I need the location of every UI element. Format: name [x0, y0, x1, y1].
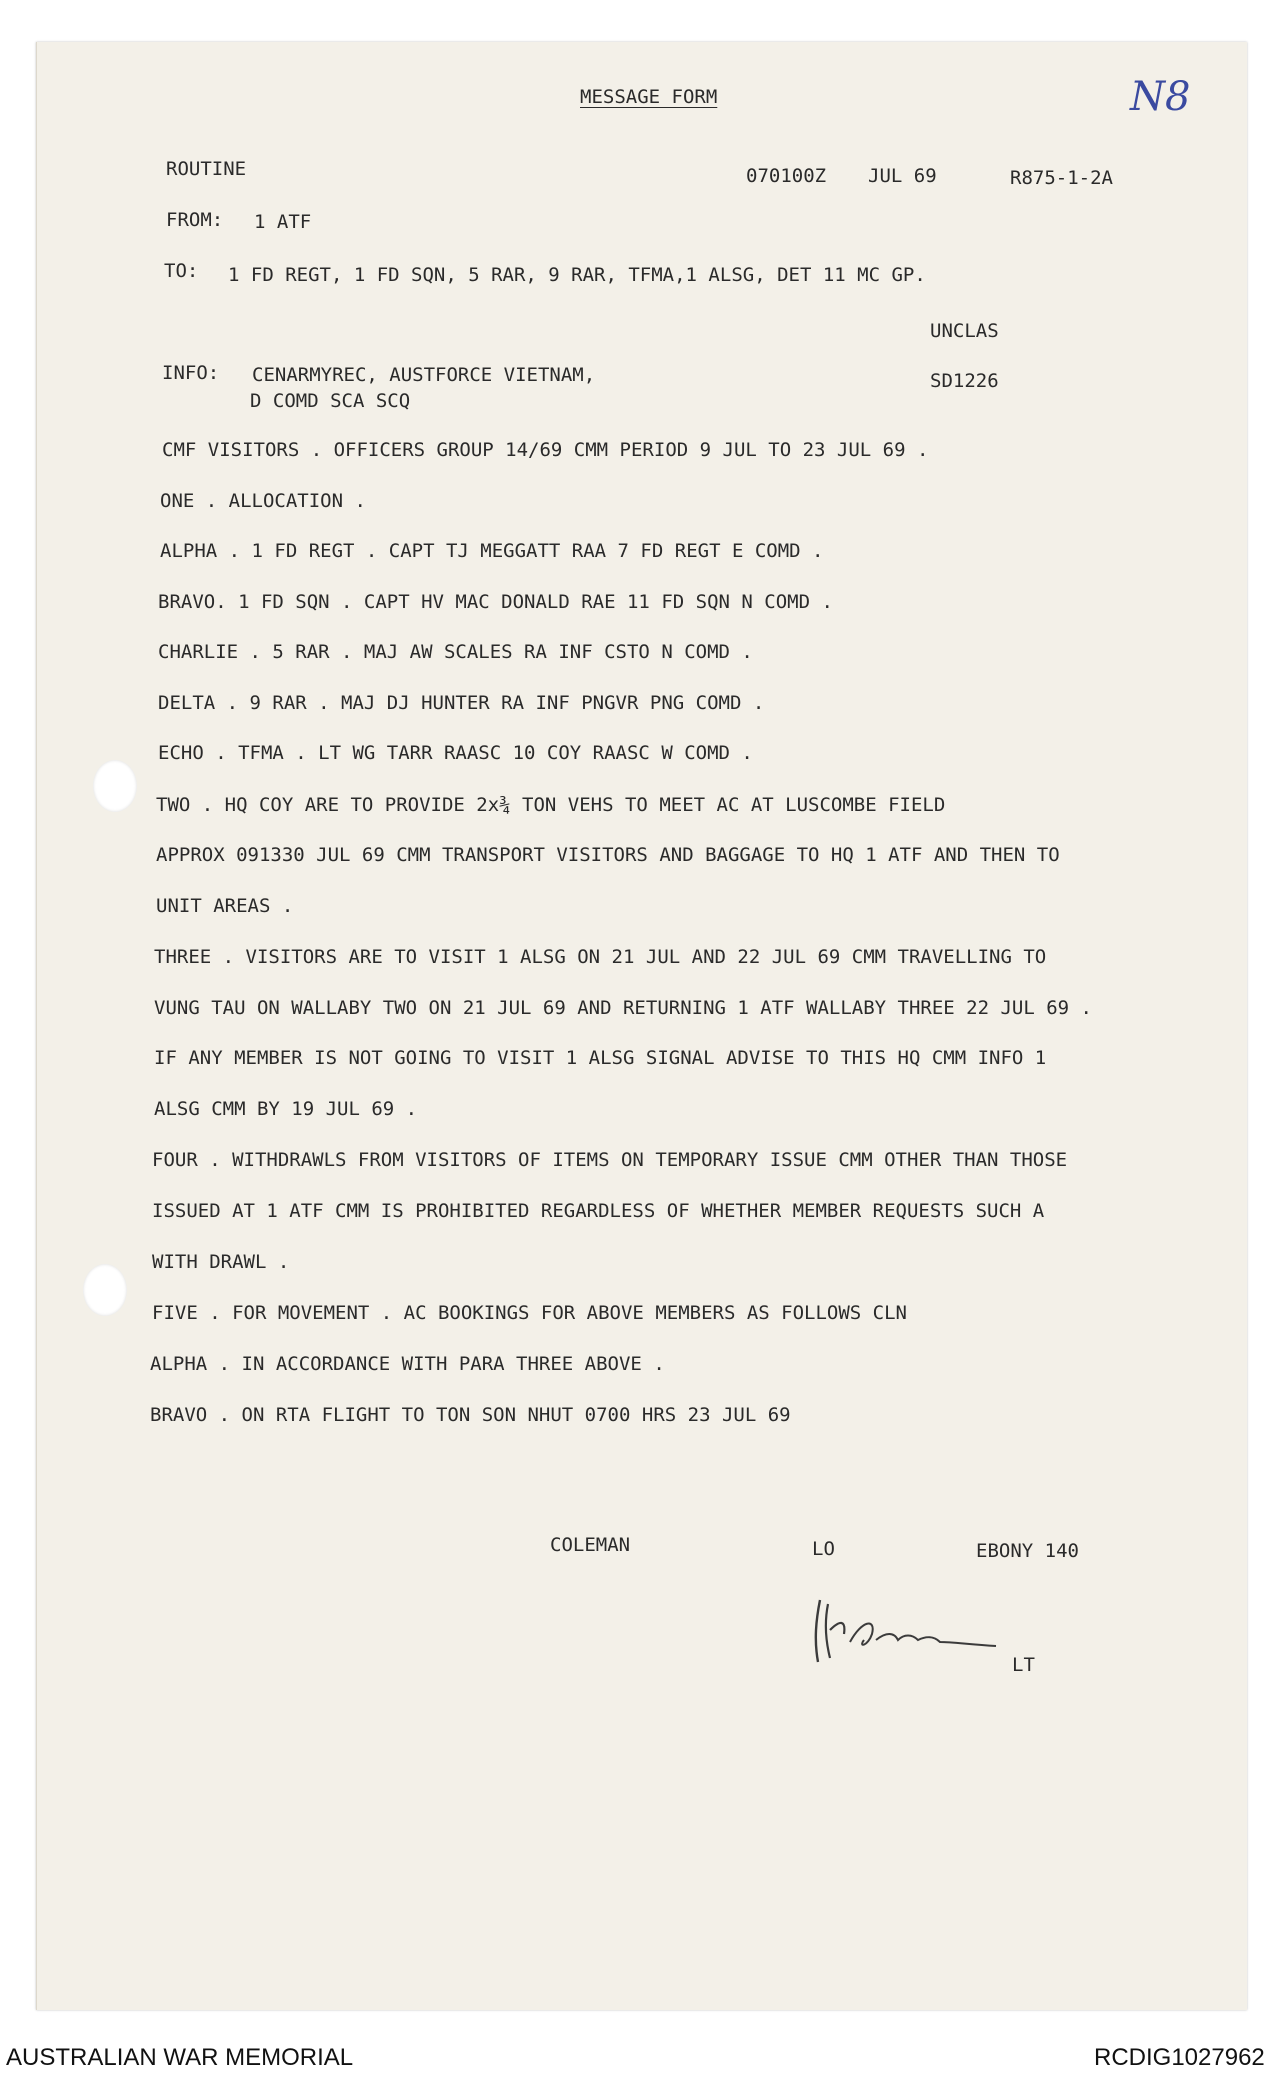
body-line: ALSG CMM BY 19 JUL 69 . — [154, 1098, 418, 1120]
body-line: CMF VISITORS . OFFICERS GROUP 14/69 CMM PERIOD 9 JUL TO 23 JUL 69 . — [162, 439, 929, 461]
file-reference: R875-1-2A — [1010, 167, 1113, 189]
info-line-1: CENARMYREC, AUSTFORCE VIETNAM, — [252, 364, 596, 386]
month-year: JUL 69 — [868, 165, 937, 187]
message-form-page — [36, 42, 1247, 2010]
signature-handwritten — [806, 1590, 1006, 1670]
originator-phone: EBONY 140 — [976, 1540, 1079, 1562]
body-line: BRAVO . ON RTA FLIGHT TO TON SON NHUT 0700 HRS 23 JUL 69 — [150, 1404, 791, 1426]
body-line: ECHO . TFMA . LT WG TARR RAASC 10 COY RAASC W COMD . — [158, 742, 753, 764]
body-line: FOUR . WITHDRAWLS FROM VISITORS OF ITEMS ON TEMPORARY ISSUE CMM OTHER THAN THOSE — [152, 1149, 1068, 1171]
body-line: FIVE . FOR MOVEMENT . AC BOOKINGS FOR ABOVE MEMBERS AS FOLLOWS CLN — [152, 1302, 907, 1324]
serial-number: SD1226 — [930, 370, 999, 392]
body-line: IF ANY MEMBER IS NOT GOING TO VISIT 1 ALSG SIGNAL ADVISE TO THIS HQ CMM INFO 1 — [154, 1047, 1047, 1069]
precedence: ROUTINE — [166, 158, 247, 180]
body-line: TWO . HQ COY ARE TO PROVIDE 2x¾ TON VEHS TO MEET AC AT LUSCOMBE FIELD — [156, 794, 946, 816]
body-line: WITH DRAWL . — [152, 1251, 290, 1273]
info-label: INFO: — [162, 362, 220, 384]
body-line: ALPHA . IN ACCORDANCE WITH PARA THREE ABOVE . — [150, 1353, 665, 1375]
body-line: DELTA . 9 RAR . MAJ DJ HUNTER RA INF PNGVR PNG COMD . — [158, 692, 765, 714]
body-line: BRAVO. 1 FD SQN . CAPT HV MAC DONALD RAE 11 FD SQN N COMD . — [158, 591, 833, 613]
form-title: MESSAGE FORM — [580, 86, 718, 108]
to-label: TO: — [164, 260, 199, 282]
body-line: ALPHA . 1 FD REGT . CAPT TJ MEGGATT RAA 7 FD REGT E COMD . — [160, 540, 824, 562]
punch-hole-upper — [93, 760, 137, 812]
body-line: ONE . ALLOCATION . — [160, 490, 366, 512]
to-value: 1 FD REGT, 1 FD SQN, 5 RAR, 9 RAR, TFMA,1 ALSG, DET 11 MC GP. — [228, 264, 926, 286]
originator-role: LO — [812, 1538, 835, 1560]
originator-rank: LT — [1012, 1654, 1035, 1676]
from-value: 1 ATF — [254, 211, 312, 233]
punch-hole-lower — [83, 1264, 127, 1316]
body-line: ISSUED AT 1 ATF CMM IS PROHIBITED REGARDLESS OF WHETHER MEMBER REQUESTS SUCH A — [152, 1200, 1045, 1222]
body-line: VUNG TAU ON WALLABY TWO ON 21 JUL 69 AND RETURNING 1 ATF WALLABY THREE 22 JUL 69 . — [154, 997, 1092, 1019]
body-line: THREE . VISITORS ARE TO VISIT 1 ALSG ON 21 JUL AND 22 JUL 69 CMM TRAVELLING TO — [154, 946, 1047, 968]
date-time-group: 070100Z — [746, 165, 827, 187]
classification: UNCLAS — [930, 320, 999, 342]
footer-institution: AUSTRALIAN WAR MEMORIAL — [6, 2044, 354, 2071]
body-line: CHARLIE . 5 RAR . MAJ AW SCALES RA INF CSTO N COMD . — [158, 641, 753, 663]
body-line: APPROX 091330 JUL 69 CMM TRANSPORT VISITORS AND BAGGAGE TO HQ 1 ATF AND THEN TO — [156, 844, 1060, 866]
info-line-2: D COMD SCA SCQ — [250, 390, 411, 412]
page-mark-handwritten: N8 — [1130, 74, 1191, 120]
originator-name: COLEMAN — [550, 1534, 631, 1556]
footer-record-id: RCDIG1027962 — [1094, 2044, 1265, 2071]
from-label: FROM: — [166, 209, 224, 231]
body-line: UNIT AREAS . — [156, 895, 294, 917]
